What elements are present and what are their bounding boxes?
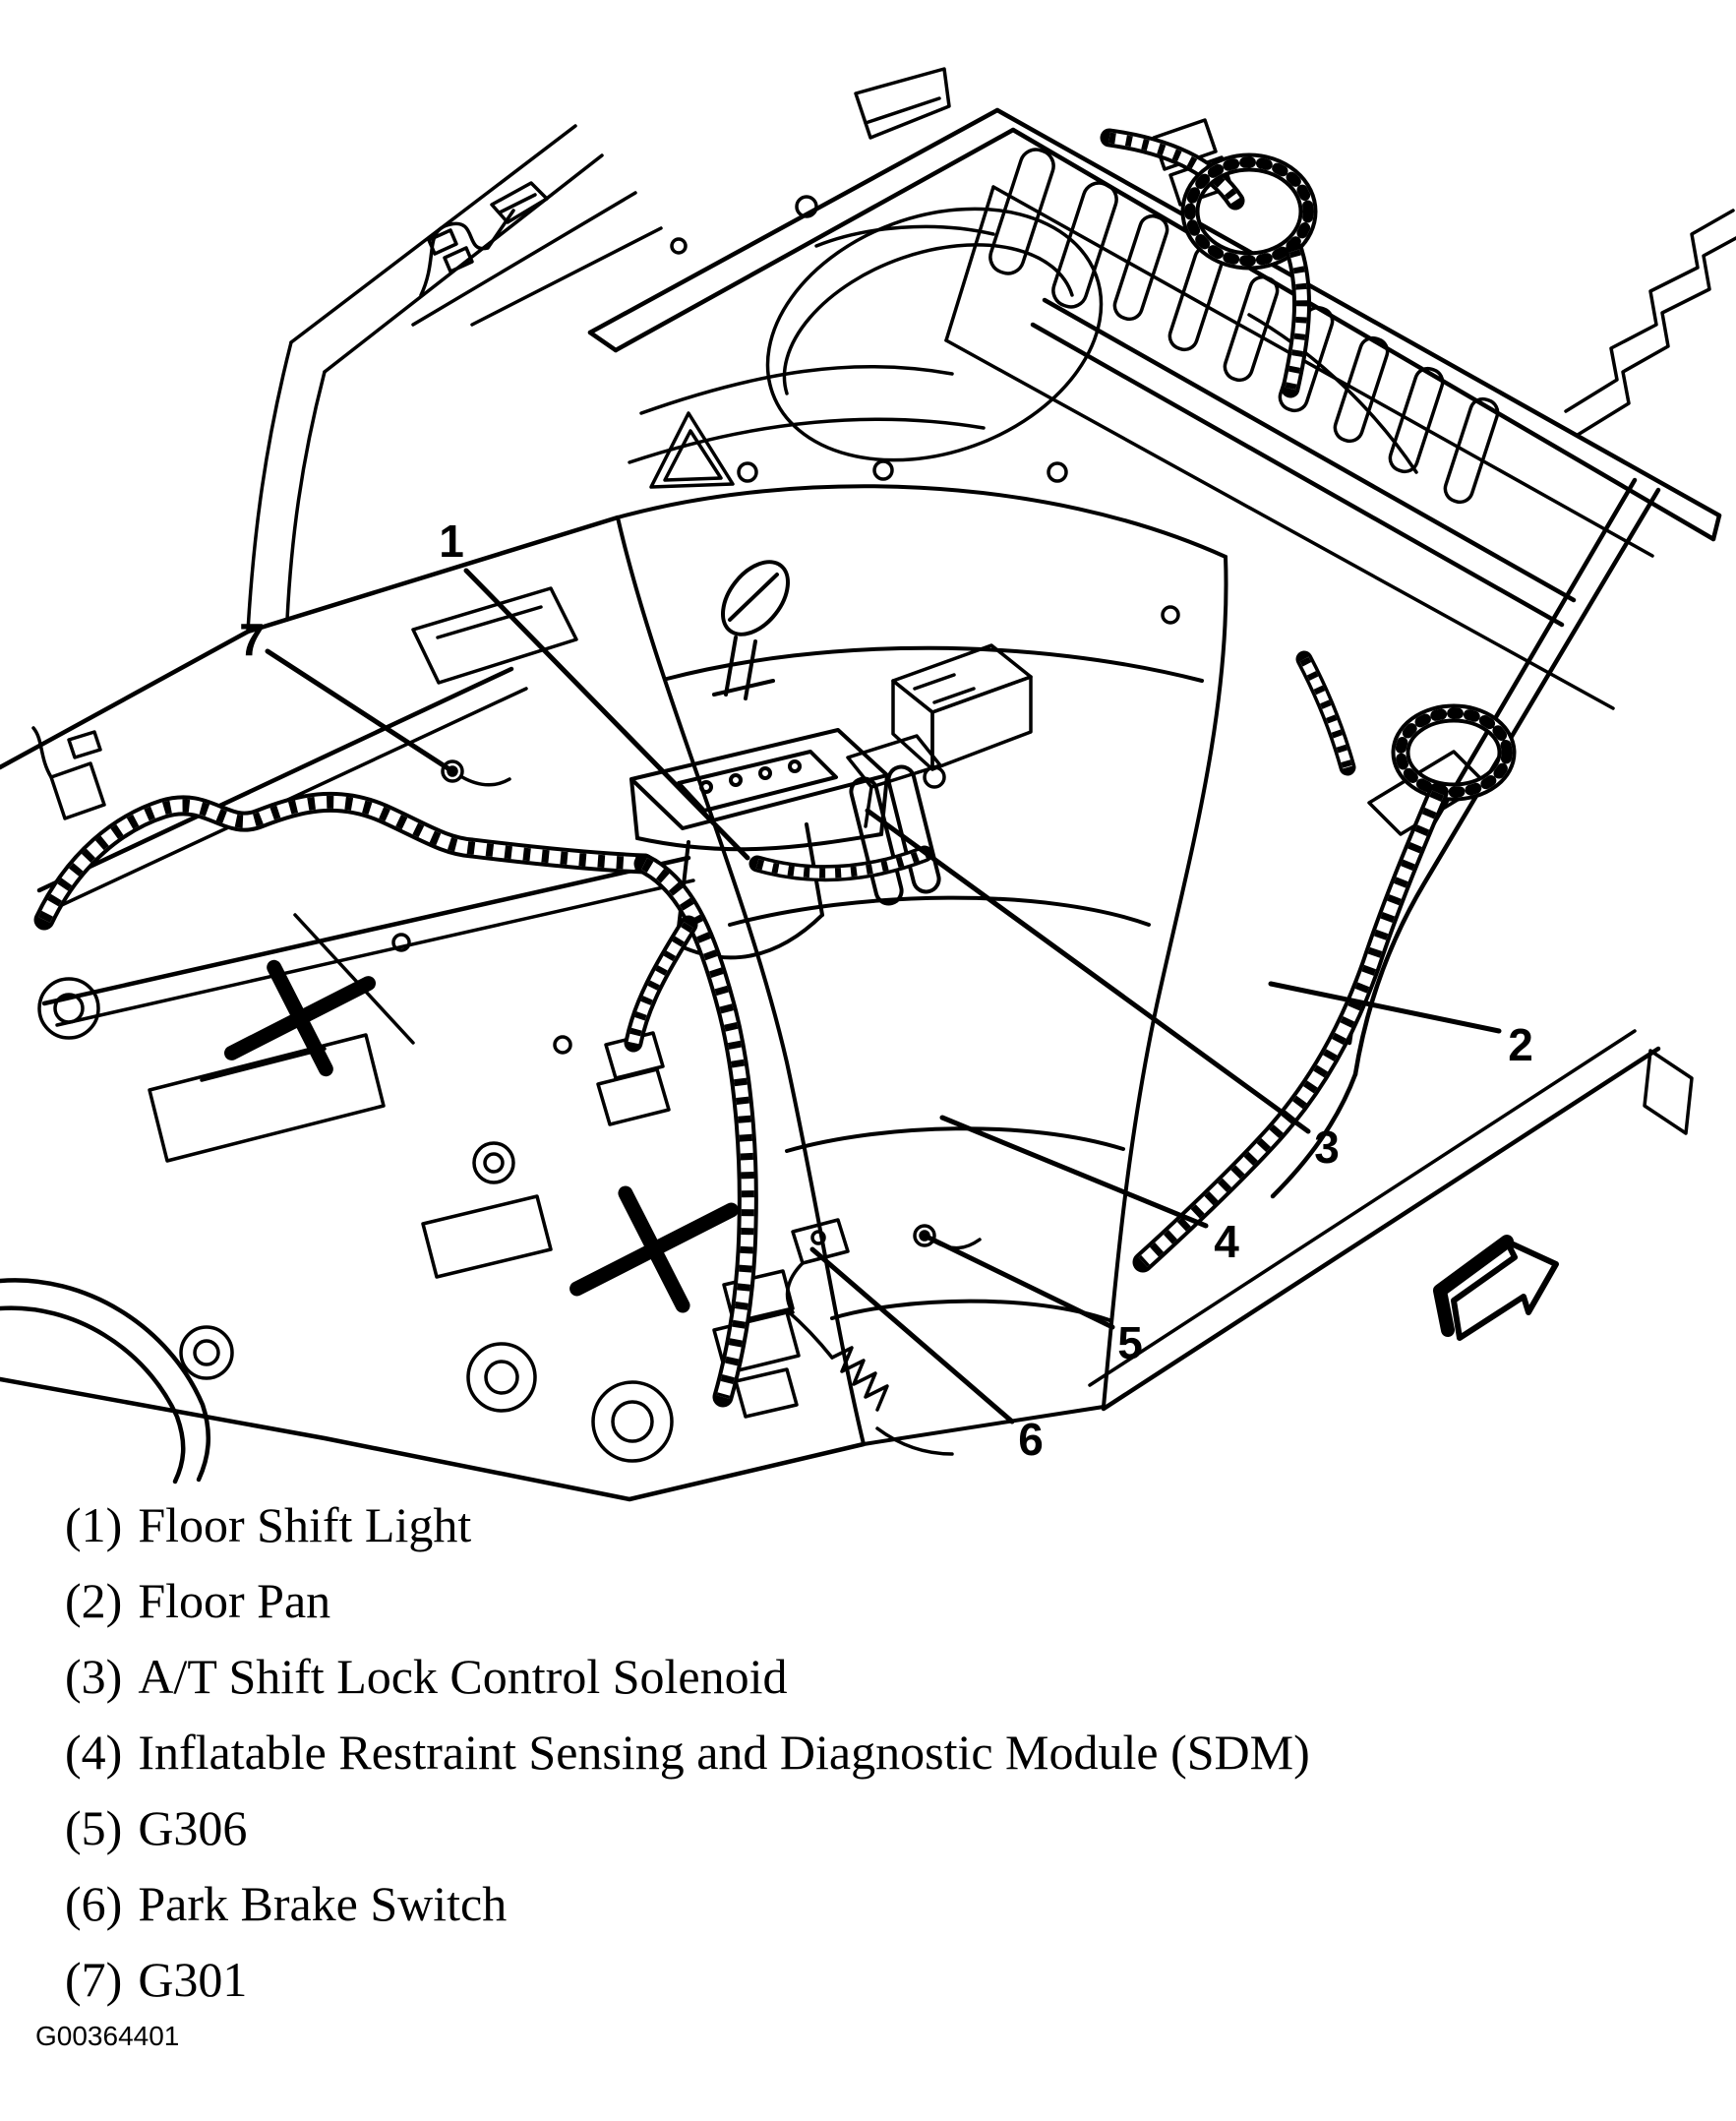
callouts: [239, 515, 1533, 1465]
legend-item-6: [65, 1866, 1310, 1942]
legend: [65, 1487, 1310, 2018]
legend-item-5: [65, 1790, 1310, 1866]
park-brake-switch: [788, 1220, 848, 1312]
callout-number-6: 6: [1018, 1414, 1044, 1465]
callout-number-4: 4: [1214, 1216, 1239, 1267]
legend-ref: (5): [65, 1800, 123, 1855]
leader-line-1: [466, 571, 748, 858]
legend-ref: (6): [65, 1876, 123, 1931]
callout-number-1: 1: [439, 515, 464, 567]
legend-item-2: [65, 1563, 1310, 1639]
callout-number-2: 2: [1508, 1019, 1533, 1070]
cowl-beams: [590, 110, 1719, 625]
sdm-module: [893, 645, 1031, 769]
legend-label: G306: [138, 1800, 248, 1855]
callout-number-3: 3: [1314, 1121, 1340, 1173]
figure-code: G00364401: [35, 2021, 180, 2051]
cowl-flag-bracket: [856, 69, 949, 138]
legend-label: Floor Pan: [138, 1573, 331, 1628]
harness-shifter-stub: [757, 854, 925, 874]
leader-line-4: [942, 1118, 1206, 1226]
legend-label: Floor Shift Light: [138, 1497, 472, 1552]
leader-line-5: [925, 1236, 1112, 1327]
legend-label: Inflatable Restraint Sensing and Diagnostic Module (SDM): [138, 1725, 1310, 1780]
legend-item-7: [65, 1942, 1310, 2018]
harness-shifter-drop: [633, 864, 748, 1397]
legend-ref: (2): [65, 1573, 123, 1628]
floor-grommets: [39, 935, 672, 1461]
direction-arrow-icon: [1440, 1242, 1556, 1338]
leader-line-2: [1271, 984, 1499, 1031]
harness-cowl-loop: [1109, 138, 1308, 389]
legend-ref: (1): [65, 1497, 123, 1552]
callout-number-5: 5: [1117, 1317, 1143, 1368]
legend-item-3: [65, 1639, 1310, 1715]
callout-number-7: 7: [239, 614, 265, 665]
legend-item-4: [65, 1715, 1310, 1790]
leader-line-3: [868, 811, 1308, 1131]
legend-ref: (7): [65, 1952, 123, 2007]
legend-item-1: [65, 1487, 1310, 1563]
harness-left-floor: [44, 802, 644, 920]
legend-label: A/T Shift Lock Control Solenoid: [138, 1649, 788, 1704]
legend-ref: (4): [65, 1725, 123, 1780]
floor-cross-mark: [206, 933, 759, 1345]
legend-ref: (3): [65, 1649, 123, 1704]
legend-label: Park Brake Switch: [138, 1876, 508, 1931]
legend-label: G301: [138, 1952, 248, 2007]
pigtail-connector: [421, 183, 547, 295]
wheel-arch: [0, 1280, 209, 1482]
right-stepped-edge: [1566, 211, 1736, 435]
firewall-bolt-holes: [672, 197, 1178, 623]
shifter-knob: [710, 550, 802, 646]
